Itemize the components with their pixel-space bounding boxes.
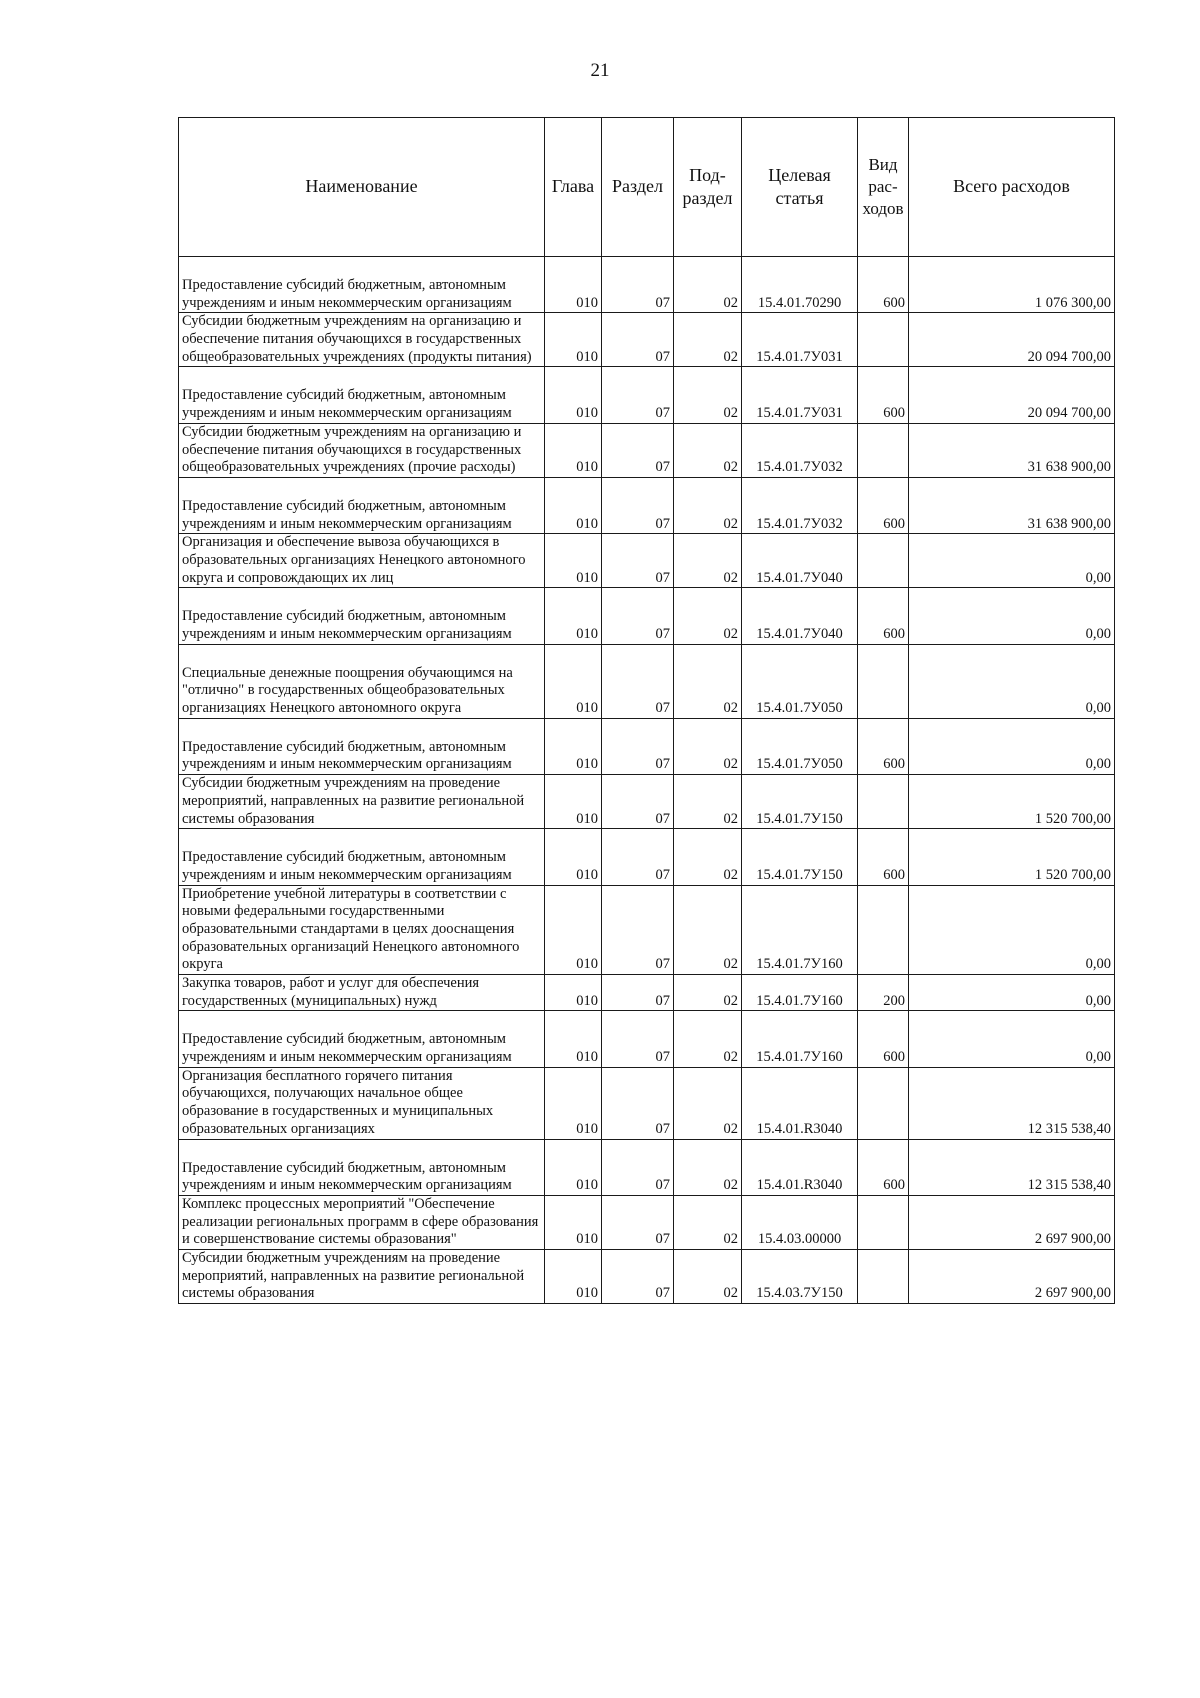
spacer-row	[179, 644, 1115, 665]
cell-expense-type: 600	[858, 608, 909, 644]
cell-chapter: 010	[545, 423, 602, 477]
cell-target-article: 15.4.01.7У150	[742, 849, 858, 885]
spacer-cell	[545, 1139, 602, 1160]
spacer-row	[179, 367, 1115, 388]
cell-total: 0,00	[909, 739, 1115, 775]
header-section: Раздел	[602, 118, 674, 257]
cell-chapter: 010	[545, 313, 602, 367]
table-row	[179, 1249, 1115, 1303]
cell-name: Предоставление субсидий бюджетным, автономным учреждениям и иным некоммерческим организациям	[179, 739, 545, 775]
cell-section: 07	[602, 277, 674, 313]
expenditure-table	[178, 117, 1115, 1304]
table-body	[179, 257, 1115, 1304]
cell-chapter: 010	[545, 665, 602, 719]
cell-name: Организация и обеспечение вывоза обучающихся в образовательных организациях Ненецкого автономного округа и сопровождающих их лиц	[179, 534, 545, 588]
cell-chapter: 010	[545, 387, 602, 423]
spacer-cell	[602, 257, 674, 278]
spacer-cell	[858, 829, 909, 850]
spacer-row	[179, 718, 1115, 739]
spacer-cell	[179, 1011, 545, 1032]
cell-section: 07	[602, 608, 674, 644]
cell-target-article: 15.4.01.7У160	[742, 1031, 858, 1067]
header-chapter: Глава	[545, 118, 602, 257]
spacer-cell	[858, 718, 909, 739]
cell-expense-type: 200	[858, 975, 909, 1011]
cell-subsection: 02	[674, 608, 742, 644]
spacer-cell	[742, 588, 858, 609]
cell-target-article: 15.4.01.7У031	[742, 387, 858, 423]
cell-subsection: 02	[674, 387, 742, 423]
cell-subsection: 02	[674, 1067, 742, 1139]
spacer-cell	[545, 367, 602, 388]
cell-target-article: 15.4.01.70290	[742, 277, 858, 313]
spacer-cell	[674, 829, 742, 850]
table-row	[179, 975, 1115, 1011]
cell-target-article: 15.4.01.R3040	[742, 1160, 858, 1196]
spacer-cell	[858, 588, 909, 609]
spacer-cell	[674, 1011, 742, 1032]
spacer-cell	[545, 477, 602, 498]
cell-subsection: 02	[674, 975, 742, 1011]
cell-total: 0,00	[909, 534, 1115, 588]
table-row	[179, 423, 1115, 477]
cell-section: 07	[602, 849, 674, 885]
spacer-cell	[674, 367, 742, 388]
spacer-cell	[909, 644, 1115, 665]
header-expense-type: Вид рас- ходов	[858, 118, 909, 257]
cell-name: Предоставление субсидий бюджетным, автономным учреждениям и иным некоммерческим организациям	[179, 277, 545, 313]
cell-expense-type	[858, 534, 909, 588]
spacer-cell	[674, 1139, 742, 1160]
spacer-cell	[909, 1139, 1115, 1160]
cell-name: Комплекс процессных мероприятий "Обеспечение реализации региональных программ в сфере образования и совершенствование системы образования"	[179, 1195, 545, 1249]
cell-subsection: 02	[674, 849, 742, 885]
cell-total: 1 076 300,00	[909, 277, 1115, 313]
cell-subsection: 02	[674, 885, 742, 974]
cell-total: 0,00	[909, 608, 1115, 644]
cell-total: 2 697 900,00	[909, 1195, 1115, 1249]
spacer-cell	[742, 1139, 858, 1160]
cell-name: Предоставление субсидий бюджетным, автономным учреждениям и иным некоммерческим организациям	[179, 608, 545, 644]
cell-expense-type	[858, 775, 909, 829]
spacer-cell	[674, 718, 742, 739]
table-row	[179, 885, 1115, 974]
cell-name: Приобретение учебной литературы в соответствии с новыми федеральными государственными образовательными стандартами в целях дооснащения образовательных организаций Ненецкого автономного округа	[179, 885, 545, 974]
spacer-cell	[909, 829, 1115, 850]
spacer-cell	[742, 829, 858, 850]
cell-name: Субсидии бюджетным учреждениям на проведение мероприятий, направленных на развитие региональной системы образования	[179, 1249, 545, 1303]
cell-chapter: 010	[545, 277, 602, 313]
spacer-cell	[909, 1011, 1115, 1032]
spacer-cell	[858, 477, 909, 498]
spacer-cell	[545, 1011, 602, 1032]
cell-expense-type: 600	[858, 1031, 909, 1067]
cell-target-article: 15.4.01.7У032	[742, 498, 858, 534]
spacer-cell	[179, 588, 545, 609]
spacer-cell	[858, 367, 909, 388]
cell-section: 07	[602, 1249, 674, 1303]
cell-subsection: 02	[674, 1249, 742, 1303]
spacer-cell	[602, 718, 674, 739]
cell-name: Организация бесплатного горячего питания обучающихся, получающих начальное общее образование в государственных и муниципальных образовательных организациях	[179, 1067, 545, 1139]
table-row	[179, 1067, 1115, 1139]
cell-target-article: 15.4.01.7У050	[742, 739, 858, 775]
cell-chapter: 010	[545, 739, 602, 775]
cell-target-article: 15.4.01.R3040	[742, 1067, 858, 1139]
cell-expense-type: 600	[858, 498, 909, 534]
cell-section: 07	[602, 739, 674, 775]
cell-total: 12 315 538,40	[909, 1160, 1115, 1196]
cell-subsection: 02	[674, 1195, 742, 1249]
spacer-cell	[602, 829, 674, 850]
cell-subsection: 02	[674, 739, 742, 775]
cell-total: 1 520 700,00	[909, 775, 1115, 829]
cell-chapter: 010	[545, 975, 602, 1011]
cell-total: 20 094 700,00	[909, 387, 1115, 423]
cell-section: 07	[602, 1160, 674, 1196]
cell-total: 0,00	[909, 885, 1115, 974]
spacer-cell	[179, 477, 545, 498]
table-row	[179, 608, 1115, 644]
cell-chapter: 010	[545, 1160, 602, 1196]
cell-section: 07	[602, 665, 674, 719]
table-row	[179, 849, 1115, 885]
spacer-cell	[742, 718, 858, 739]
cell-name: Закупка товаров, работ и услуг для обеспечения государственных (муниципальных) нужд	[179, 975, 545, 1011]
table-row	[179, 387, 1115, 423]
table-row	[179, 1031, 1115, 1067]
cell-expense-type	[858, 313, 909, 367]
cell-section: 07	[602, 313, 674, 367]
cell-target-article: 15.4.03.00000	[742, 1195, 858, 1249]
cell-chapter: 010	[545, 885, 602, 974]
cell-target-article: 15.4.01.7У160	[742, 885, 858, 974]
table-row	[179, 277, 1115, 313]
cell-name: Предоставление субсидий бюджетным, автономным учреждениям и иным некоммерческим организациям	[179, 387, 545, 423]
spacer-cell	[179, 644, 545, 665]
cell-target-article: 15.4.01.7У150	[742, 775, 858, 829]
spacer-cell	[858, 644, 909, 665]
header-total-expenses: Всего расходов	[909, 118, 1115, 257]
cell-expense-type	[858, 1067, 909, 1139]
spacer-row	[179, 1011, 1115, 1032]
cell-section: 07	[602, 775, 674, 829]
spacer-cell	[602, 1139, 674, 1160]
cell-chapter: 010	[545, 775, 602, 829]
spacer-cell	[545, 257, 602, 278]
cell-section: 07	[602, 975, 674, 1011]
spacer-cell	[909, 718, 1115, 739]
cell-name: Предоставление субсидий бюджетным, автономным учреждениям и иным некоммерческим организациям	[179, 849, 545, 885]
cell-chapter: 010	[545, 849, 602, 885]
cell-total: 1 520 700,00	[909, 849, 1115, 885]
spacer-cell	[858, 257, 909, 278]
table-row	[179, 498, 1115, 534]
cell-subsection: 02	[674, 775, 742, 829]
cell-total: 20 094 700,00	[909, 313, 1115, 367]
cell-name: Субсидии бюджетным учреждениям на проведение мероприятий, направленных на развитие региональной системы образования	[179, 775, 545, 829]
spacer-cell	[545, 718, 602, 739]
spacer-cell	[742, 477, 858, 498]
cell-section: 07	[602, 534, 674, 588]
cell-target-article: 15.4.01.7У040	[742, 534, 858, 588]
page-number: 21	[590, 60, 610, 81]
cell-expense-type: 600	[858, 277, 909, 313]
cell-subsection: 02	[674, 1160, 742, 1196]
spacer-cell	[602, 588, 674, 609]
cell-target-article: 15.4.01.7У040	[742, 608, 858, 644]
cell-chapter: 010	[545, 534, 602, 588]
table-row	[179, 1160, 1115, 1196]
cell-expense-type	[858, 885, 909, 974]
spacer-cell	[674, 477, 742, 498]
cell-section: 07	[602, 1031, 674, 1067]
spacer-cell	[179, 257, 545, 278]
cell-subsection: 02	[674, 313, 742, 367]
cell-subsection: 02	[674, 498, 742, 534]
spacer-cell	[909, 477, 1115, 498]
table-row	[179, 534, 1115, 588]
cell-total: 12 315 538,40	[909, 1067, 1115, 1139]
cell-chapter: 010	[545, 608, 602, 644]
spacer-cell	[674, 644, 742, 665]
spacer-row	[179, 477, 1115, 498]
cell-section: 07	[602, 1067, 674, 1139]
spacer-row	[179, 257, 1115, 278]
spacer-cell	[742, 644, 858, 665]
cell-section: 07	[602, 498, 674, 534]
spacer-cell	[545, 829, 602, 850]
spacer-cell	[602, 477, 674, 498]
cell-chapter: 010	[545, 1031, 602, 1067]
cell-subsection: 02	[674, 534, 742, 588]
cell-name: Предоставление субсидий бюджетным, автономным учреждениям и иным некоммерческим организациям	[179, 1160, 545, 1196]
cell-name: Предоставление субсидий бюджетным, автономным учреждениям и иным некоммерческим организациям	[179, 498, 545, 534]
cell-target-article: 15.4.01.7У031	[742, 313, 858, 367]
cell-name: Специальные денежные поощрения обучающимся на "отлично" в государственных общеобразовательных организациях Ненецкого автономного округа	[179, 665, 545, 719]
cell-target-article: 15.4.01.7У160	[742, 975, 858, 1011]
cell-section: 07	[602, 885, 674, 974]
cell-name: Субсидии бюджетным учреждениям на организацию и обеспечение питания обучающихся в государственных общеобразовательных учреждениях (прочие расходы)	[179, 423, 545, 477]
table-row	[179, 665, 1115, 719]
table-row	[179, 1195, 1115, 1249]
cell-expense-type: 600	[858, 1160, 909, 1196]
cell-total: 31 638 900,00	[909, 498, 1115, 534]
cell-chapter: 010	[545, 1195, 602, 1249]
cell-total: 2 697 900,00	[909, 1249, 1115, 1303]
spacer-cell	[742, 257, 858, 278]
spacer-row	[179, 829, 1115, 850]
cell-expense-type	[858, 423, 909, 477]
spacer-cell	[602, 1011, 674, 1032]
spacer-cell	[674, 588, 742, 609]
spacer-cell	[179, 829, 545, 850]
cell-section: 07	[602, 423, 674, 477]
cell-total: 0,00	[909, 665, 1115, 719]
spacer-cell	[909, 367, 1115, 388]
spacer-cell	[179, 718, 545, 739]
cell-name: Субсидии бюджетным учреждениям на организацию и обеспечение питания обучающихся в государственных общеобразовательных учреждениях (продукты питания)	[179, 313, 545, 367]
header-subsection: Под- раздел	[674, 118, 742, 257]
cell-subsection: 02	[674, 1031, 742, 1067]
cell-section: 07	[602, 387, 674, 423]
cell-chapter: 010	[545, 498, 602, 534]
spacer-cell	[179, 1139, 545, 1160]
cell-expense-type	[858, 1249, 909, 1303]
spacer-cell	[742, 1011, 858, 1032]
table-row	[179, 739, 1115, 775]
cell-chapter: 010	[545, 1249, 602, 1303]
spacer-cell	[674, 257, 742, 278]
cell-name: Предоставление субсидий бюджетным, автономным учреждениям и иным некоммерческим организациям	[179, 1031, 545, 1067]
cell-total: 0,00	[909, 975, 1115, 1011]
spacer-cell	[602, 644, 674, 665]
cell-total: 31 638 900,00	[909, 423, 1115, 477]
table-row	[179, 775, 1115, 829]
cell-subsection: 02	[674, 277, 742, 313]
spacer-cell	[742, 367, 858, 388]
spacer-cell	[545, 644, 602, 665]
table-header-row	[179, 118, 1115, 257]
spacer-cell	[602, 367, 674, 388]
spacer-cell	[545, 588, 602, 609]
spacer-cell	[909, 588, 1115, 609]
cell-subsection: 02	[674, 665, 742, 719]
spacer-cell	[858, 1139, 909, 1160]
spacer-cell	[909, 257, 1115, 278]
cell-target-article: 15.4.01.7У050	[742, 665, 858, 719]
header-name: Наименование	[179, 118, 545, 257]
cell-expense-type	[858, 665, 909, 719]
spacer-row	[179, 1139, 1115, 1160]
spacer-cell	[858, 1011, 909, 1032]
cell-subsection: 02	[674, 423, 742, 477]
cell-expense-type: 600	[858, 739, 909, 775]
cell-total: 0,00	[909, 1031, 1115, 1067]
spacer-cell	[179, 367, 545, 388]
cell-expense-type: 600	[858, 387, 909, 423]
spacer-row	[179, 588, 1115, 609]
cell-target-article: 15.4.01.7У032	[742, 423, 858, 477]
cell-expense-type: 600	[858, 849, 909, 885]
cell-chapter: 010	[545, 1067, 602, 1139]
cell-expense-type	[858, 1195, 909, 1249]
table-row	[179, 313, 1115, 367]
cell-target-article: 15.4.03.7У150	[742, 1249, 858, 1303]
cell-section: 07	[602, 1195, 674, 1249]
header-target-article: Целевая статья	[742, 118, 858, 257]
